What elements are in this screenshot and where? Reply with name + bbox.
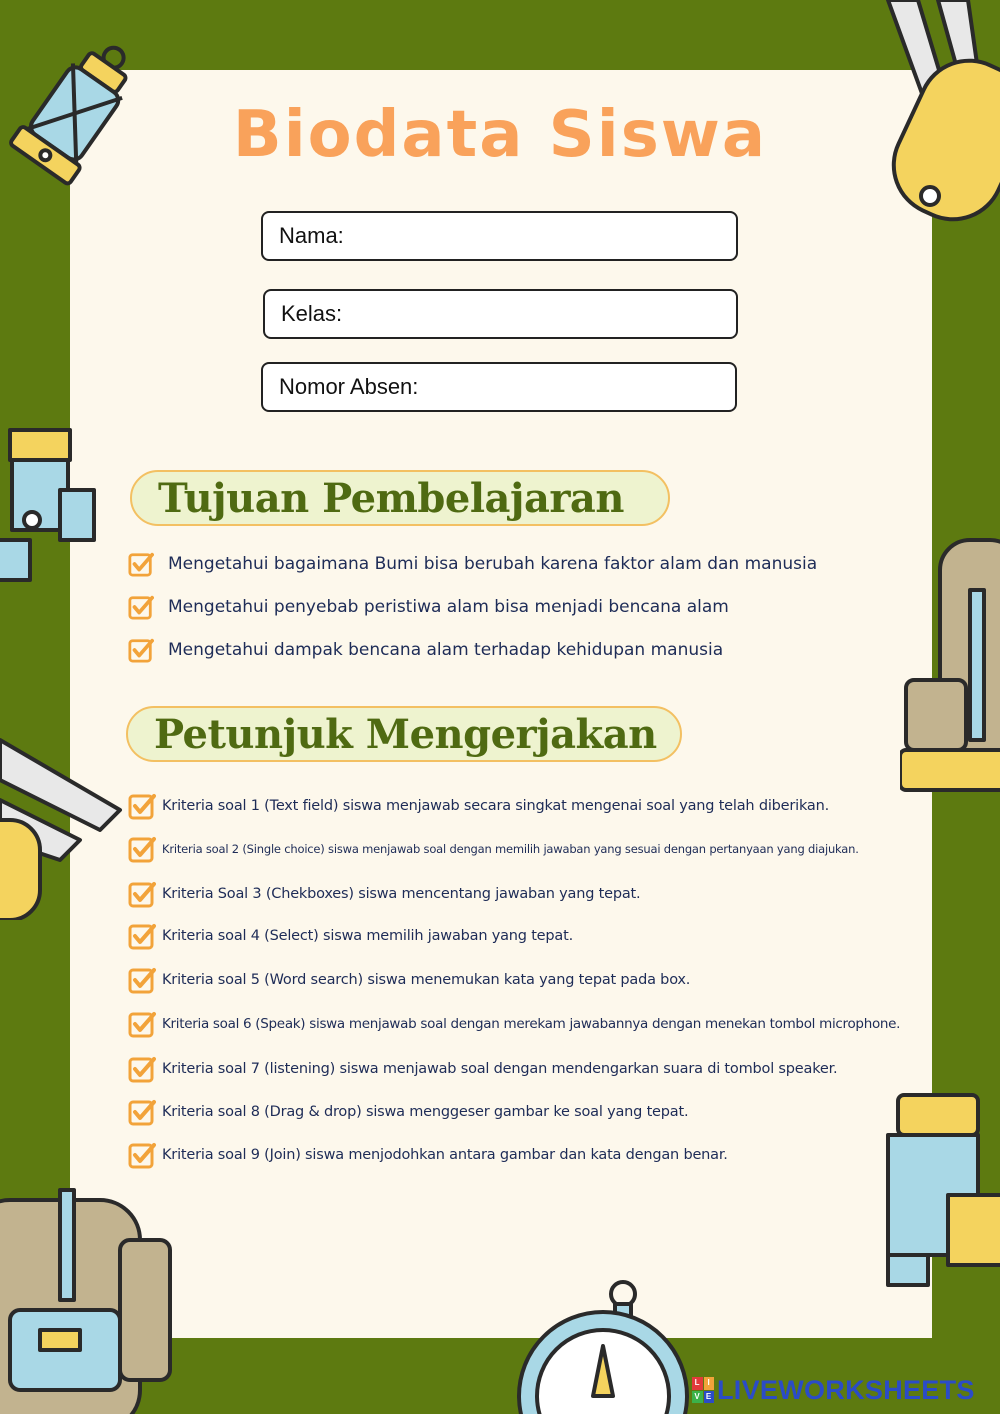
instruction-item: Kriteria soal 2 (Single choice) siswa menjawab soal dengan memilih jawaban yang sesuai dengan pertanyaan yang diajukan. bbox=[128, 835, 859, 863]
class-field[interactable] bbox=[263, 289, 738, 339]
checkbox-checked-icon bbox=[128, 880, 156, 908]
instruction-item: Kriteria soal 1 (Text field) siswa menjawab secara singkat mengenai soal yang telah diberikan. bbox=[128, 792, 829, 820]
backpack-illustration-right bbox=[900, 530, 1000, 800]
checkbox-checked-icon bbox=[128, 1055, 156, 1083]
checkbox-checked-icon bbox=[128, 792, 156, 820]
roll-number-field-label: Nomor Absen: bbox=[279, 374, 419, 399]
compass-illustration bbox=[515, 1276, 695, 1414]
checkbox-checked-icon bbox=[128, 551, 154, 577]
checkbox-checked-icon bbox=[128, 637, 154, 663]
backpack-illustration-left bbox=[0, 1180, 180, 1414]
instructions-heading bbox=[126, 706, 682, 762]
instruction-item: Kriteria soal 6 (Speak) siswa menjawab soal dengan merekam jawabannya dengan menekan tombol microphone. bbox=[128, 1010, 900, 1038]
knife-illustration-left bbox=[0, 730, 130, 920]
page-title: Biodata Siswa bbox=[232, 98, 768, 172]
name-field-label: Nama: bbox=[279, 223, 344, 248]
class-field-label: Kelas: bbox=[281, 301, 343, 326]
objective-item: Mengetahui dampak bencana alam terhadap kehidupan manusia bbox=[128, 637, 723, 663]
binoculars-illustration bbox=[0, 420, 100, 590]
objectives-heading-text: Tujuan Pembelajaran bbox=[158, 474, 624, 522]
roll-number-field[interactable] bbox=[261, 362, 737, 412]
checkbox-checked-icon bbox=[128, 1010, 156, 1038]
instructions-heading-text: Petunjuk Mengerjakan bbox=[154, 710, 657, 758]
checkbox-checked-icon bbox=[128, 966, 156, 994]
objective-item: Mengetahui bagaimana Bumi bisa berubah karena faktor alam dan manusia bbox=[128, 551, 817, 577]
instruction-item: Kriteria soal 5 (Word search) siswa menemukan kata yang tepat pada box. bbox=[128, 966, 690, 994]
name-field[interactable] bbox=[261, 211, 738, 261]
liveworksheets-logo-icon: L I V E bbox=[692, 1377, 714, 1403]
liveworksheets-logo-text: LIVEWORKSHEETS bbox=[717, 1374, 975, 1405]
checkbox-checked-icon bbox=[128, 1098, 156, 1126]
instruction-item: Kriteria Soal 3 (Chekboxes) siswa mencentang jawaban yang tepat. bbox=[128, 880, 640, 908]
objective-item: Mengetahui penyebab peristiwa alam bisa menjadi bencana alam bbox=[128, 594, 729, 620]
instruction-item: Kriteria soal 7 (listening) siswa menjawab soal dengan mendengarkan suara di tombol speaker. bbox=[128, 1055, 837, 1083]
flashlight-illustration bbox=[878, 1085, 1000, 1295]
objectives-heading bbox=[130, 470, 670, 526]
instruction-item: Kriteria soal 4 (Select) siswa memilih jawaban yang tepat. bbox=[128, 922, 573, 950]
instruction-item: Kriteria soal 9 (Join) siswa menjodohkan antara gambar dan kata dengan benar. bbox=[128, 1141, 728, 1169]
checkbox-checked-icon bbox=[128, 1141, 156, 1169]
checkbox-checked-icon bbox=[128, 594, 154, 620]
instruction-item: Kriteria soal 8 (Drag & drop) siswa menggeser gambar ke soal yang tepat. bbox=[128, 1098, 688, 1126]
checkbox-checked-icon bbox=[128, 922, 156, 950]
checkbox-checked-icon bbox=[128, 835, 156, 863]
liveworksheets-logo[interactable] bbox=[692, 1374, 975, 1406]
